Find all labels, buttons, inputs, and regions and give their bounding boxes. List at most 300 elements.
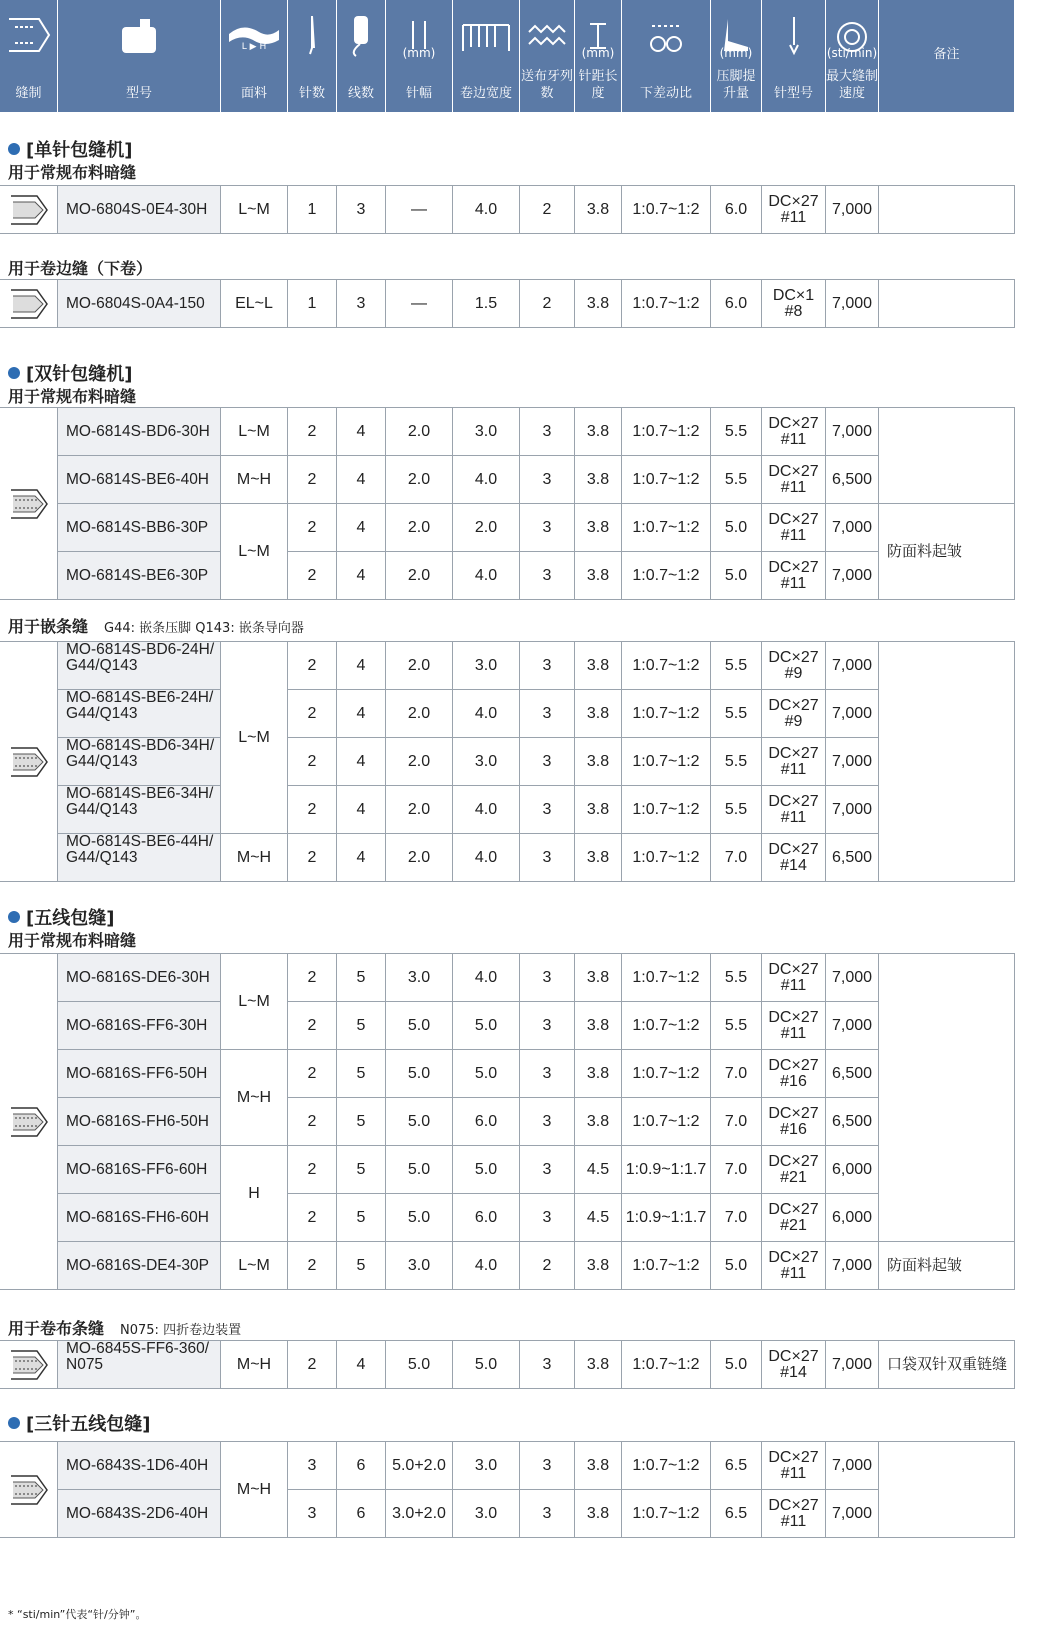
thread-spool-icon <box>346 12 376 58</box>
cell-gauge <box>385 737 453 786</box>
value-width: 3.0 <box>474 753 498 770</box>
cell-diff <box>621 407 711 456</box>
section-title <box>8 1410 150 1436</box>
value-speed: 7,000 <box>831 1505 873 1522</box>
value-needles: 2 <box>307 1257 317 1274</box>
cell-fabric <box>220 407 288 456</box>
value-stitch: 3.8 <box>586 1113 610 1130</box>
value-diff: 1:0.7~1:2 <box>632 849 700 866</box>
subsection-title <box>8 256 152 279</box>
value-lift: 5.0 <box>724 1257 748 1274</box>
value-diff: 1:0.7~1:2 <box>632 1356 700 1373</box>
value-gauge: 2.0 <box>407 567 431 584</box>
cell-model <box>57 1097 221 1146</box>
cell-needle-type <box>761 1049 826 1098</box>
cell-lift <box>710 551 762 600</box>
cell-lift <box>710 279 762 328</box>
cell-diff <box>621 455 711 504</box>
value-needles: 2 <box>307 1356 317 1373</box>
cell-speed <box>825 1049 879 1098</box>
value-remark: 防面料起皱 <box>887 1256 963 1274</box>
subsection-title <box>8 160 136 183</box>
cell-gauge <box>385 1340 453 1389</box>
cell-gauge <box>385 1489 453 1538</box>
value-needles: 2 <box>307 519 317 536</box>
value-speed: 7,000 <box>831 969 873 986</box>
cell-feed <box>519 1193 575 1242</box>
value-feed: 3 <box>542 1356 552 1373</box>
cell-remark <box>878 407 1015 504</box>
value-needles: 3 <box>307 1505 317 1522</box>
cell-width <box>452 1193 520 1242</box>
value-gauge: 2.0 <box>407 423 431 440</box>
cell-speed <box>825 1097 879 1146</box>
cell-width <box>452 1241 520 1290</box>
cell-lift <box>710 1489 762 1538</box>
value-threads: 5 <box>356 1209 366 1226</box>
cell-feed <box>519 953 575 1002</box>
value-remark: 口袋双针双重链缝 <box>887 1355 1008 1373</box>
cell-feed <box>519 1001 575 1050</box>
header-col-2 <box>221 0 288 112</box>
value-diff: 1:0.7~1:2 <box>632 1113 700 1130</box>
value-stitch: 3.8 <box>586 753 610 770</box>
needle-size: #11 <box>780 1464 807 1482</box>
value-lift: 6.0 <box>724 201 748 218</box>
value-model: MO-6816S-FF6-60H <box>66 1161 208 1178</box>
cell-threads <box>336 503 386 552</box>
value-threads: 5 <box>356 1257 366 1274</box>
cell-threads <box>336 1489 386 1538</box>
cell-threads <box>336 689 386 738</box>
value-gauge: 2.0 <box>407 753 431 770</box>
cell-gauge <box>385 1441 453 1490</box>
value-model: MO-6816S-DE6-30H <box>66 969 210 986</box>
cell-needle-type <box>761 185 826 234</box>
cell-speed <box>825 503 879 552</box>
cell-threads <box>336 1241 386 1290</box>
cell-fabric <box>220 1340 288 1389</box>
seam-diagram-icon <box>7 1104 51 1140</box>
needle-size: #11 <box>780 526 807 544</box>
value-gauge: 2.0 <box>407 705 431 722</box>
header-label: 最大缝制速度 <box>826 69 879 101</box>
value-lift: 6.5 <box>724 1457 748 1474</box>
sewing-machine-icon <box>114 15 164 55</box>
value-threads: 6 <box>356 1457 366 1474</box>
value-fabric: M~H <box>236 1089 272 1106</box>
cell-model <box>57 1489 221 1538</box>
cell-fabric <box>220 1049 288 1146</box>
bullet-icon <box>8 1417 20 1429</box>
value-lift: 5.5 <box>724 471 748 488</box>
value-diff: 1:0.7~1:2 <box>632 1065 700 1082</box>
cell-needle-type <box>761 503 826 552</box>
cell-lift <box>710 1097 762 1146</box>
value-threads: 4 <box>356 849 366 866</box>
cell-model <box>57 1441 221 1490</box>
value-model-suffix: G44/Q143 <box>66 849 138 866</box>
subsection-note: G44: 嵌条压脚 Q143: 嵌条导向器 <box>104 621 304 636</box>
value-needles: 2 <box>307 1209 317 1226</box>
value-speed: 6,500 <box>831 849 873 866</box>
cell-speed <box>825 953 879 1002</box>
cell-speed <box>825 833 879 882</box>
needle-system: DC×27 <box>768 1056 819 1074</box>
cell-feed <box>519 689 575 738</box>
value-speed: 7,000 <box>831 1356 873 1373</box>
cell-stitch <box>574 279 622 328</box>
cell-width <box>452 641 520 690</box>
value-diff: 1:0.9~1:1.7 <box>625 1209 707 1226</box>
cell-needles <box>287 1241 337 1290</box>
header-label: 缝制 <box>15 86 42 101</box>
value-threads: 4 <box>356 801 366 818</box>
cell-width <box>452 1441 520 1490</box>
value-lift: 7.0 <box>724 1065 748 1082</box>
section-title <box>8 904 114 930</box>
subsection-title-text: 用于常规布料暗缝 <box>8 931 137 950</box>
header-unit: (mm) <box>402 46 436 60</box>
header-unit: (mm) <box>581 46 615 60</box>
value-stitch: 3.8 <box>586 705 610 722</box>
value-model: MO-6814S-BB6-30P <box>66 519 209 536</box>
cell-stitch <box>574 1441 622 1490</box>
needle-size: #9 <box>784 664 803 682</box>
value-lift: 6.0 <box>724 295 748 312</box>
cell-needle-type <box>761 1193 826 1242</box>
header-col-10 <box>711 0 762 112</box>
needle-system: DC×27 <box>768 696 819 714</box>
value-stitch: 4.5 <box>586 1161 610 1178</box>
subsection-title-text: 用于卷边缝（下卷） <box>8 259 153 278</box>
value-needles: 2 <box>307 1065 317 1082</box>
cell-threads <box>336 407 386 456</box>
value-diff: 1:0.7~1:2 <box>632 1257 700 1274</box>
cell-width <box>452 833 520 882</box>
value-model: MO-6843S-1D6-40H <box>66 1457 209 1474</box>
cell-gauge <box>385 689 453 738</box>
cell-fabric <box>220 641 288 834</box>
cell-stitch <box>574 953 622 1002</box>
subsection-note: N075: 四折卷边装置 <box>120 1323 242 1338</box>
value-gauge: 5.0+2.0 <box>392 1457 446 1474</box>
cell-threads <box>336 1193 386 1242</box>
cell-diff <box>621 1340 711 1389</box>
value-width: 3.0 <box>474 657 498 674</box>
cell-model <box>57 641 221 690</box>
cell-lift <box>710 641 762 690</box>
cell-diff <box>621 641 711 690</box>
needle-system: DC×27 <box>768 1104 819 1122</box>
cell-threads <box>336 1049 386 1098</box>
cell-speed <box>825 1193 879 1242</box>
needle-system: DC×27 <box>768 648 819 666</box>
value-gauge: 5.0 <box>407 1113 431 1130</box>
value-model: MO-6814S-BE6-30P <box>66 567 209 584</box>
cell-lift <box>710 1049 762 1098</box>
value-feed: 3 <box>542 801 552 818</box>
cell-stitch <box>574 641 622 690</box>
cell-feed <box>519 1441 575 1490</box>
seam-diagram-icon <box>7 286 51 322</box>
cell-speed <box>825 1489 879 1538</box>
cell-lift <box>710 689 762 738</box>
value-speed: 7,000 <box>831 567 873 584</box>
cell-width <box>452 455 520 504</box>
cell-needle-type <box>761 455 826 504</box>
cell-remark <box>878 641 1015 882</box>
cell-model <box>57 689 221 738</box>
cell-speed <box>825 455 879 504</box>
bullet-icon <box>8 911 20 923</box>
value-lift: 5.5 <box>724 705 748 722</box>
cell-feed <box>519 551 575 600</box>
value-model: MO-6816S-DE4-30P <box>66 1257 210 1274</box>
needle-size: #11 <box>780 208 807 226</box>
subsection-title <box>8 928 136 951</box>
cell-needle-type <box>761 689 826 738</box>
value-diff: 1:0.7~1:2 <box>632 801 700 818</box>
cell-lift <box>710 185 762 234</box>
value-diff: 1:0.7~1:2 <box>632 201 700 218</box>
value-diff: 1:0.7~1:2 <box>632 471 700 488</box>
value-model: MO-6816S-FH6-50H <box>66 1113 209 1130</box>
cell-fabric <box>220 953 288 1050</box>
value-lift: 5.0 <box>724 567 748 584</box>
cell-model <box>57 279 221 328</box>
feed-dog-icon <box>525 22 569 48</box>
value-fabric: M~H <box>236 1481 272 1498</box>
value-speed: 7,000 <box>831 519 873 536</box>
value-model: MO-6843S-2D6-40H <box>66 1505 209 1522</box>
subsection-title <box>8 614 304 637</box>
value-diff: 1:0.7~1:2 <box>632 1505 700 1522</box>
needle-size: #11 <box>780 808 807 826</box>
cell-width <box>452 1097 520 1146</box>
value-needles: 1 <box>307 295 317 312</box>
value-gauge: 5.0 <box>407 1017 431 1034</box>
value-needles: 2 <box>307 657 317 674</box>
cell-gauge <box>385 1145 453 1194</box>
value-threads: 4 <box>356 657 366 674</box>
header-col-4 <box>337 0 386 112</box>
value-model: MO-6814S-BE6-44H/ <box>66 833 214 850</box>
value-model: MO-6804S-0E4-30H <box>66 201 208 218</box>
cell-stitch <box>574 1001 622 1050</box>
value-width: 5.0 <box>474 1017 498 1034</box>
value-speed: 7,000 <box>831 1257 873 1274</box>
cell-feed <box>519 1340 575 1389</box>
cell-threads <box>336 551 386 600</box>
cell-diff <box>621 953 711 1002</box>
cell-needle-type <box>761 785 826 834</box>
value-needles: 2 <box>307 849 317 866</box>
value-speed: 7,000 <box>831 1017 873 1034</box>
value-model-suffix: G44/Q143 <box>66 705 138 722</box>
cell-needle-type <box>761 1241 826 1290</box>
value-speed: 6,500 <box>831 1065 873 1082</box>
value-speed: 7,000 <box>831 705 873 722</box>
cell-fabric <box>220 455 288 504</box>
needle-system: DC×27 <box>768 192 819 210</box>
cell-feed <box>519 1097 575 1146</box>
value-gauge: — <box>411 295 427 312</box>
cell-speed <box>825 641 879 690</box>
value-lift: 5.5 <box>724 801 748 818</box>
cell-lift <box>710 1001 762 1050</box>
cell-width <box>452 185 520 234</box>
cell-model <box>57 785 221 834</box>
needle-size: #11 <box>780 1024 807 1042</box>
value-needles: 2 <box>307 705 317 722</box>
value-diff: 1:0.7~1:2 <box>632 519 700 536</box>
needle-size: #16 <box>780 1072 807 1090</box>
cell-stitch <box>574 1145 622 1194</box>
value-needles: 2 <box>307 969 317 986</box>
cell-model <box>57 1001 221 1050</box>
value-lift: 6.5 <box>724 1505 748 1522</box>
seam-illustration <box>0 407 58 600</box>
cell-model <box>57 455 221 504</box>
value-width: 4.0 <box>474 567 498 584</box>
cell-diff <box>621 1097 711 1146</box>
cell-needle-type <box>761 1340 826 1389</box>
seam-diagram-icon <box>7 744 51 780</box>
cell-needles <box>287 737 337 786</box>
value-fabric: L~M <box>238 729 270 746</box>
cell-speed <box>825 737 879 786</box>
value-diff: 1:0.7~1:2 <box>632 969 700 986</box>
value-width: 6.0 <box>474 1209 498 1226</box>
cell-stitch <box>574 1049 622 1098</box>
value-feed: 3 <box>542 567 552 584</box>
needle-size: #11 <box>780 976 807 994</box>
cell-feed <box>519 833 575 882</box>
value-threads: 4 <box>356 423 366 440</box>
cell-width <box>452 953 520 1002</box>
value-model-suffix: N075 <box>66 1356 104 1373</box>
value-feed: 3 <box>542 1209 552 1226</box>
needle-system: DC×27 <box>768 1152 819 1170</box>
header-col-5 <box>386 0 453 112</box>
header-label: 压脚提升量 <box>716 69 756 101</box>
value-diff: 1:0.7~1:2 <box>632 705 700 722</box>
cell-needles <box>287 1489 337 1538</box>
value-speed: 7,000 <box>831 753 873 770</box>
value-gauge: 5.0 <box>407 1161 431 1178</box>
value-stitch: 3.8 <box>586 295 610 312</box>
value-width: 5.0 <box>474 1356 498 1373</box>
value-stitch: 3.8 <box>586 849 610 866</box>
cell-fabric <box>220 503 288 600</box>
cell-fabric <box>220 279 288 328</box>
cell-feed <box>519 785 575 834</box>
needle-size: #11 <box>780 430 807 448</box>
cell-width <box>452 551 520 600</box>
cell-model <box>57 185 221 234</box>
cell-gauge <box>385 1097 453 1146</box>
cell-threads <box>336 1441 386 1490</box>
subsection-title-text: 用于嵌条缝 <box>8 617 89 636</box>
cell-speed <box>825 279 879 328</box>
header-col-0 <box>0 0 58 112</box>
cell-threads <box>336 737 386 786</box>
cell-speed <box>825 407 879 456</box>
header-label: 线数 <box>347 86 374 101</box>
cell-model <box>57 1340 221 1389</box>
cell-diff <box>621 737 711 786</box>
value-speed: 6,500 <box>831 471 873 488</box>
value-fabric: L~M <box>238 423 270 440</box>
value-lift: 7.0 <box>724 849 748 866</box>
header-label: 送布牙列数 <box>520 69 573 101</box>
cell-lift <box>710 1241 762 1290</box>
cell-lift <box>710 1145 762 1194</box>
needle-system: DC×27 <box>768 1008 819 1026</box>
seam-illustration <box>0 185 58 234</box>
value-lift: 5.0 <box>724 519 748 536</box>
value-feed: 3 <box>542 519 552 536</box>
header-label: 下差动比 <box>639 86 692 101</box>
value-diff: 1:0.7~1:2 <box>632 1017 700 1034</box>
cell-model <box>57 1193 221 1242</box>
needle-size: #11 <box>780 1264 807 1282</box>
cell-remark <box>878 503 1015 600</box>
value-speed: 7,000 <box>831 201 873 218</box>
value-feed: 3 <box>542 705 552 722</box>
cell-remark <box>878 279 1015 328</box>
cell-needles <box>287 641 337 690</box>
cell-diff <box>621 551 711 600</box>
cell-needles <box>287 1441 337 1490</box>
section-title-text: [五线包缝] <box>26 908 115 929</box>
cell-feed <box>519 1145 575 1194</box>
value-width: 6.0 <box>474 1113 498 1130</box>
value-gauge: 5.0 <box>407 1209 431 1226</box>
value-feed: 3 <box>542 471 552 488</box>
value-stitch: 3.8 <box>586 1457 610 1474</box>
value-feed: 3 <box>542 969 552 986</box>
value-lift: 5.0 <box>724 1356 748 1373</box>
footnote: * “sti/min”代表“针/分钟”。 <box>8 1608 147 1621</box>
cell-fabric <box>220 1241 288 1290</box>
value-threads: 4 <box>356 1356 366 1373</box>
cell-needles <box>287 953 337 1002</box>
cell-stitch <box>574 785 622 834</box>
value-feed: 3 <box>542 1457 552 1474</box>
cell-threads <box>336 1145 386 1194</box>
value-feed: 3 <box>542 753 552 770</box>
needle-icon <box>302 14 322 56</box>
needle-system: DC×27 <box>768 840 819 858</box>
value-threads: 3 <box>356 295 366 312</box>
value-threads: 5 <box>356 1113 366 1130</box>
value-threads: 4 <box>356 471 366 488</box>
cell-speed <box>825 689 879 738</box>
cell-threads <box>336 455 386 504</box>
cell-width <box>452 689 520 738</box>
cell-needles <box>287 1097 337 1146</box>
cell-lift <box>710 407 762 456</box>
value-gauge: 3.0+2.0 <box>392 1505 446 1522</box>
cell-feed <box>519 641 575 690</box>
section-title <box>8 360 132 386</box>
value-stitch: 3.8 <box>586 567 610 584</box>
bullet-icon <box>8 143 20 155</box>
cell-diff <box>621 279 711 328</box>
value-feed: 2 <box>542 201 552 218</box>
